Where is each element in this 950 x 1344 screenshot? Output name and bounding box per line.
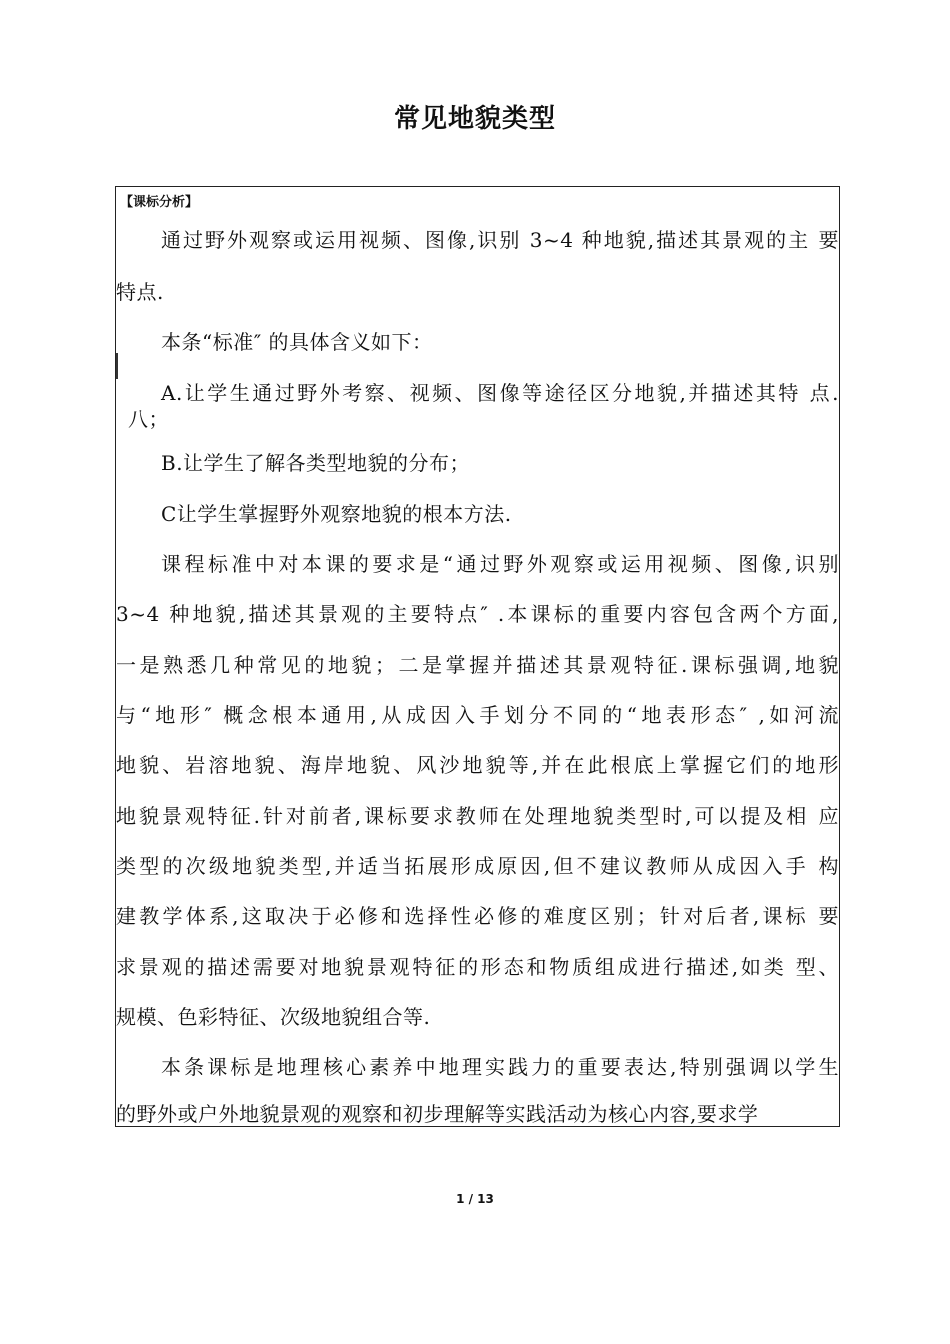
text-line: 本条课标是地理核心素养中地理实践力的重要表达,特别强调以学生 <box>161 1055 839 1079</box>
section-label: 【课标分析】 <box>120 195 199 210</box>
text-line: 规模、色彩特征、次级地貌组合等. <box>116 1005 431 1029</box>
margin-mark <box>116 353 118 379</box>
text-line: 建教学体系,这取决于必修和选择性必修的难度区别；针对后者,课标 要 <box>116 904 839 928</box>
text-line: 类型的次级地貌类型,并适当拓展形成原因,但不建议教师从成因入手 构 <box>116 854 839 878</box>
text-line: 八； <box>128 407 169 431</box>
text-line: 地貌景观特征.针对前者,课标要求教师在处理地貌类型时,可以提及相 应 <box>116 804 839 828</box>
text-line: A.让学生通过野外考察、视频、图像等途径区分地貌,并描述其特 点. <box>161 381 839 405</box>
text-line: 3~4 种地貌,描述其景观的主要特点″ .本课标的重要内容包含两个方面, <box>116 602 839 626</box>
page-title: 常见地貌类型 <box>393 104 556 134</box>
text-line: 课程标准中对本课的要求是“通过野外观察或运用视频、图像,识别 <box>161 552 839 576</box>
text-line: C让学生掌握野外观察地貌的根本方法. <box>161 502 512 526</box>
content-table-cell <box>115 186 840 1127</box>
text-line: 地貌、岩溶地貌、海岸地貌、风沙地貌等,并在此根底上掌握它们的地形 <box>116 753 839 777</box>
text-line: 求景观的描述需要对地貌景观特征的形态和物质组成进行描述,如类 型、 <box>116 955 839 979</box>
text-line: 一是熟悉几种常见的地貌；二是掌握并描述其景观特征.课标强调,地貌 <box>116 653 839 677</box>
page-number: 1 / 13 <box>456 1192 494 1206</box>
text-line: 本条“标准″ 的具体含义如下： <box>161 330 433 354</box>
text-line: 特点. <box>116 280 164 304</box>
text-line: 的野外或户外地貌景观的观察和初步理解等实践活动为核心内容,要求学 <box>116 1102 759 1126</box>
text-line: 与“地形″ 概念根本通用,从成因入手划分不同的“地表形态″ ,如河流 <box>116 703 839 727</box>
text-line: 通过野外观察或运用视频、图像,识别 3~4 种地貌,描述其景观的主 要 <box>161 228 839 252</box>
text-line: B.让学生了解各类型地貌的分布； <box>161 451 471 475</box>
